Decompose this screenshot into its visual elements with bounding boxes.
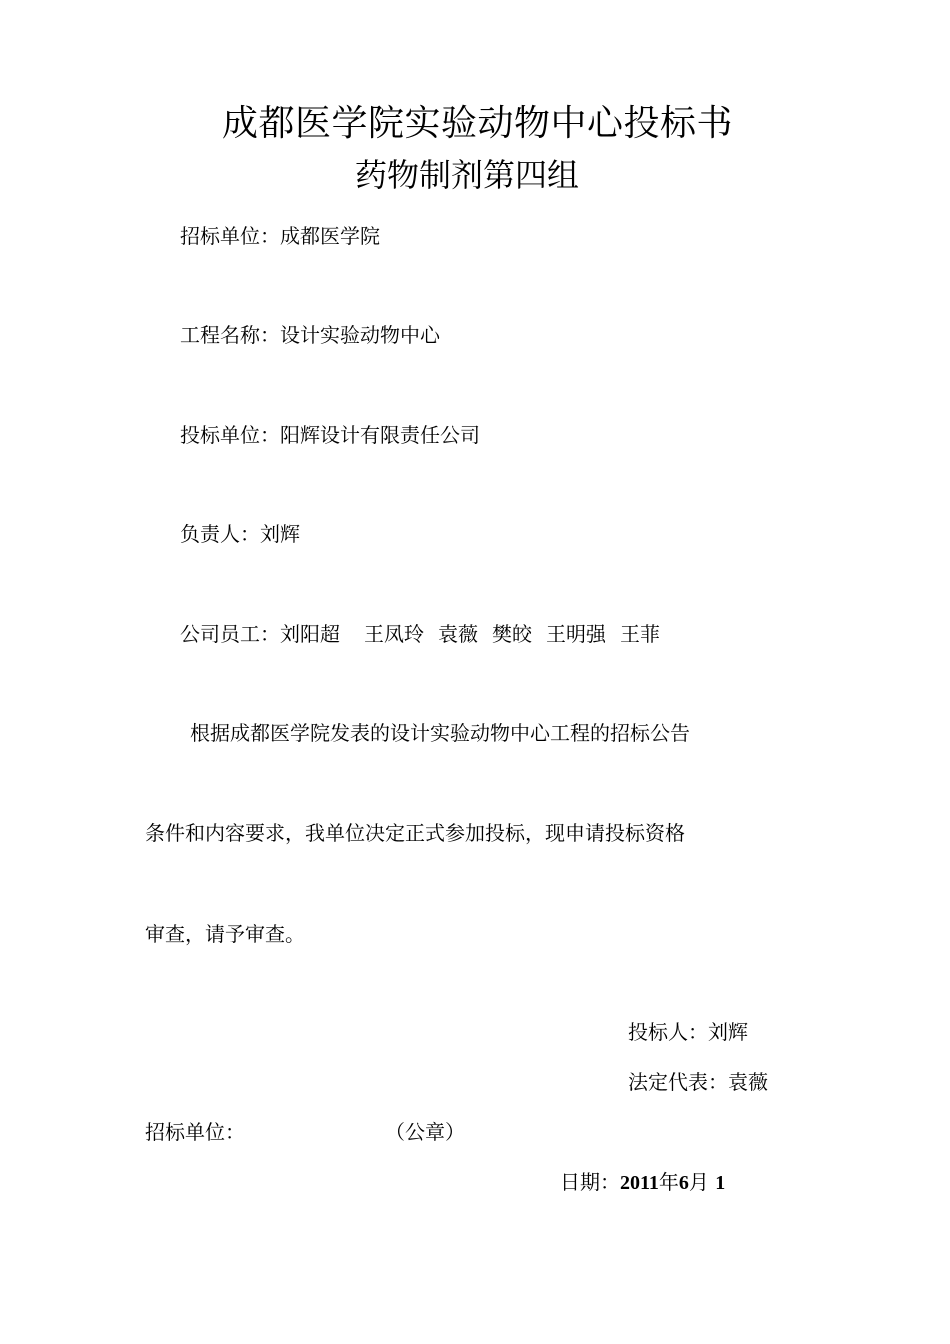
- document-subtitle: 药物制剂第四组: [355, 156, 580, 194]
- person-in-charge-line: 负责人：刘辉: [180, 522, 300, 546]
- date-year-unit: 年: [658, 1170, 679, 1194]
- staff-name: 王凤玲: [364, 622, 424, 646]
- bidder-unit-line: 投标单位：阳辉设计有限责任公司: [180, 423, 480, 447]
- document-title: 成都医学院实验动物中心投标书: [222, 103, 734, 144]
- staff-label: 公司员工：: [180, 622, 280, 646]
- staff-name: 王明强: [546, 622, 606, 646]
- legal-representative: 法定代表：袁薇: [628, 1070, 768, 1094]
- date-line: [560, 1168, 725, 1197]
- date-year: 2011: [620, 1172, 659, 1194]
- staff-name: 刘阳超: [280, 622, 340, 646]
- date-label: 日期：: [560, 1170, 620, 1194]
- date-month-unit: 月: [688, 1170, 709, 1194]
- staff-name: 王菲: [620, 622, 660, 646]
- tender-unit-line: 招标单位：成都医学院: [180, 224, 380, 248]
- staff-name: 樊皎: [492, 622, 532, 646]
- bidder-signature: 投标人：刘辉: [628, 1020, 748, 1044]
- body-paragraph-line-3: 审查，请予审查。: [145, 922, 305, 946]
- official-seal-mark: （公章）: [385, 1120, 465, 1144]
- tender-unit-stamp-label: 招标单位：: [145, 1120, 245, 1144]
- body-paragraph-line-2: 条件和内容要求，我单位决定正式参加投标，现申请投标资格: [145, 821, 685, 845]
- project-name-line: 工程名称：设计实验动物中心: [180, 323, 440, 347]
- date-day: 1: [715, 1172, 726, 1194]
- date-month: 6: [678, 1172, 689, 1194]
- body-paragraph-line-1: 根据成都医学院发表的设计实验动物中心工程的招标公告: [190, 721, 690, 745]
- staff-line: [180, 620, 660, 648]
- staff-name: 袁薇: [438, 622, 478, 646]
